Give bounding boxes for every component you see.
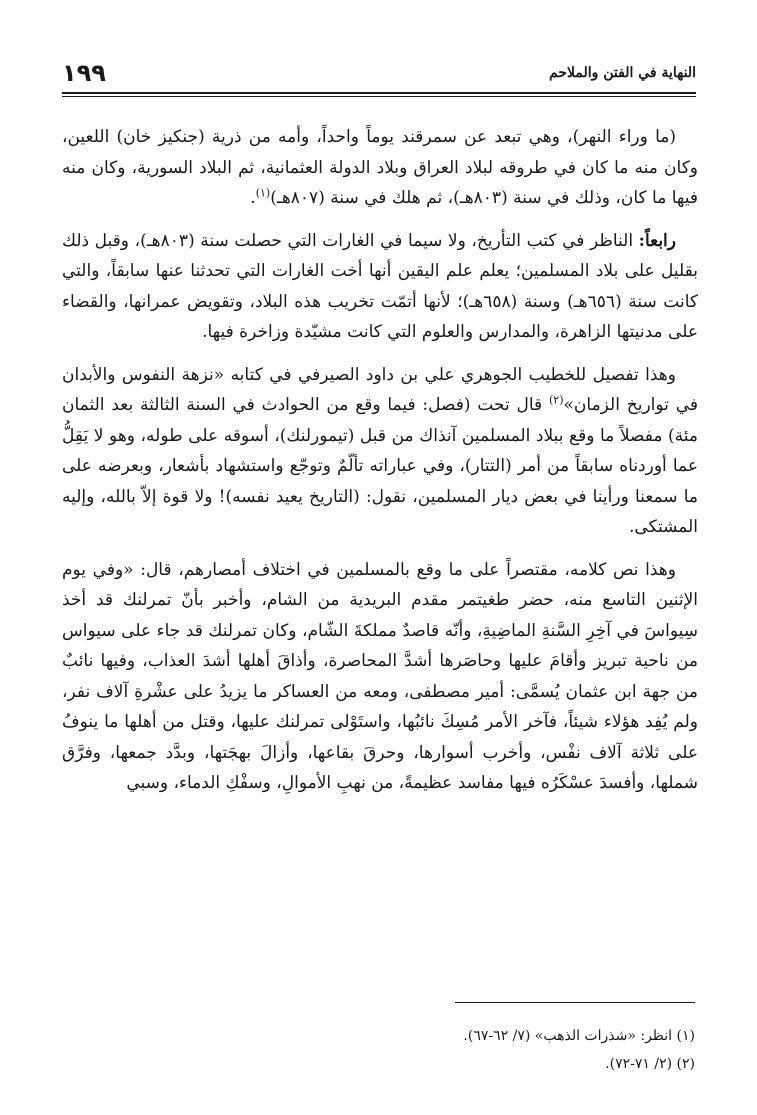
paragraph-2 <box>62 226 698 348</box>
footnote-1: (١) انظر: «شذرات الذهب» (٧/ ٦٢-٦٧). <box>463 1028 695 1044</box>
header-rule <box>62 92 696 94</box>
page-header <box>62 56 696 90</box>
paragraph-3 <box>62 360 698 543</box>
footnote-separator <box>455 1002 695 1003</box>
paragraph-text: وهذا تفصيل للخطيب الجوهري علي بن داود الصيرفي في كتابه «نزهة النفوس والأبدان في تواريخ الزمان» <box>62 364 698 415</box>
footnotes <box>61 1022 695 1078</box>
page-number: ١٩٩ <box>62 59 106 87</box>
paragraph-4 <box>62 555 698 799</box>
paragraph-text: الناظر في كتب التأريخ، ولا سيما في الغارات التي حصلت سنة (٨٠٣هـ)، وقبل ذلك بقليل على بلاد المسلمين؛ يعلم علم اليقين أنها أخت الغارات التي تحدثنا عنها سابقاً، والتي كانت سنة (٦٥٦هـ) وسنة (٦٥٨هـ)؛ لأنها أتمّت تخريب هذه البلاد، وتقويض عمرانها، والقضاء على مدنيتها الزاهرة، والمدارس والعلوم التي كانت مشيّدة وزاخرة فيها. <box>62 230 698 342</box>
footnote-marker: (١) <box>255 186 271 200</box>
header-rule-thin <box>62 96 696 97</box>
paragraph-tail: . <box>250 188 256 208</box>
paragraph-text: وهذا نص كلامه، مقتصراً على ما وقع بالمسلمين في اختلاف أمصارهم، قال: «وفي يوم الإثنين التاسع منه، حضر طغيتمر مقدم البريدية من الشام، وأخبر بأنّ تمرلنك قد أخذ سِيواسَ في آخِرِ السَّنةِ الماضِيةِ، وأنّه قاصدٌ مملكةَ الشّام، وكان تمرلنك قد جاء على سيواس من ناحية تبريز وأقامَ عليها وحاصَرها أشدَّ المحاصرة، وأذاقَ أهلها أشدَ العذاب، وفيها نائبٌ من جهة ابن عثمان يُسمَّى: أمير مصطفى، ومعه من العساكر ما يزيدُ على عشْرةِ آلاف نفر، ولم يُفِد هؤلاء شيئاً، فآخر الأمر مُسِكَ نائبُها، واستَوْلى تمرلنك عليها، وقتل من أهلها ما ينوفُ على ثلاثة آلاف نفْس، وأخرب أسوارها، وحرقَ بقاعها، وأزالَ بهجَتها، وبدَّد جمعها، وفرَّق شملها، وأفسدَ عسْكَرُه فيها مفاسد عظيمةً، من نهبِ الأموالِ، وسفْكِ الدماء، وسبي <box>62 559 699 793</box>
paragraph-lead: رابعاً: <box>638 230 676 251</box>
paragraph-text: (ما وراء النهر)، وهي تبعد عن سمرقند يوماً واحداً، وأمه من ذرية (جنكيز خان) اللعين، وكان منه ما كان في طروقه لبلاد العراق وبلاد الدولة العثمانية، ثم البلاد السورية، وكان منه فيها ما كان، وذلك في سنة (٨٠٣هـ)، ثم هلك في سنة (٨٠٧هـ) <box>62 127 698 208</box>
main-text <box>62 122 698 811</box>
paragraph-tail: قال تحت (فصل: فيما وقع من الحوادث في السنة الثالثة بعد الثمان مئة) مفصلاً ما وقع ببلاد المسلمين آنذاك من قبل (تيمورلنك)، أسوقه على طوله، وهو لا يَقِلُّ عما أوردناه سابقاً من أمر (التتار)، وفي عباراته تألّمٌ وتوجّع واستشهاد بأشعار، وبعرضه على ما سمعنا ورأينا في بعض ديار المسلمين، نقول: (التاريخ يعيد نفسه)! ولا قوة إلاّ بالله، وإليه المشتكى. <box>62 395 698 537</box>
running-title <box>549 65 696 81</box>
paragraph-1 <box>62 122 698 214</box>
footnote-2: (٢) (٢/ ٧١-٧٢). <box>605 1056 695 1072</box>
running-title-text: النهاية في الفتن والملاحم <box>549 65 696 81</box>
footnote-marker: (٢) <box>548 393 564 407</box>
